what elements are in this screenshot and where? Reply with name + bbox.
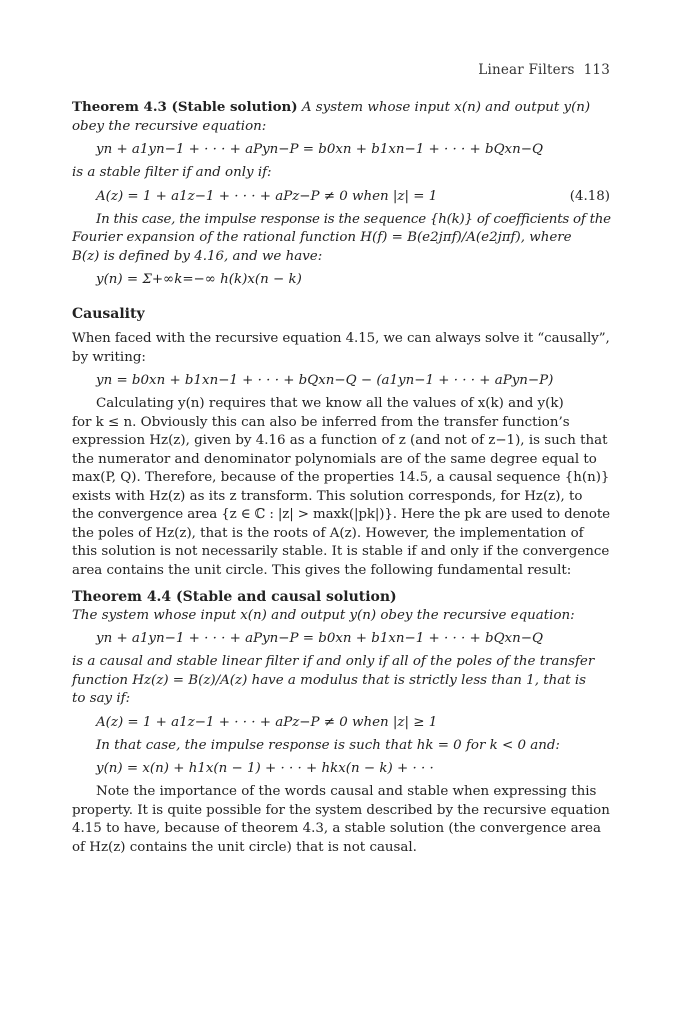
equation-number-4-18: (4.18)	[569, 188, 610, 204]
theorem-4-4-line-3: to say if:	[72, 691, 131, 706]
note-line-4: of Hz(z) contains the unit circle) that is not causal.	[72, 839, 417, 855]
note-line-2: property. It is quite possible for the system described by the recursive equation	[72, 802, 610, 818]
causality-p2-line-1: Calculating y(n) requires that we know all the values of x(k) and y(k)	[96, 396, 564, 411]
theorem-4-4	[72, 588, 610, 779]
theorem-4-4-line-2: function Hz(z) = B(z)/A(z) have a modulus that is strictly less than 1, that is	[72, 672, 586, 688]
theorem-4-4-intro: The system whose input x(n) and output y(n) obey the recursive equation:	[72, 607, 575, 623]
causality-p2-line-5: max(P, Q). Therefore, because of the properties 14.5, a causal sequence {h(n)}	[72, 470, 610, 485]
causality-p2-line-9: this solution is not necessarily stable. It is stable if and only if the convergence	[72, 544, 610, 559]
equation-4-18	[72, 187, 610, 207]
causality-p2-line-3: expression Hz(z), given by 4.16 as a function of z (and not of z−1), is such that	[72, 433, 608, 448]
causality-p2-line-2: for k ≤ n. Obviously this can also be inferred from the transfer function’s	[72, 414, 570, 430]
causality-p1-line-2: by writing:	[72, 349, 146, 365]
causality-p2-line-4: the numerator and denominator polynomials are of the same degree equal to	[72, 451, 597, 467]
running-header	[478, 62, 610, 78]
note-line-3: 4.15 to have, because of theorem 4.3, a stable solution (the convergence area	[72, 821, 601, 836]
theorem-4-4-output-equation: y(n) = x(n) + h1x(n − 1) + · · · + hkx(n − k) + · · ·	[96, 761, 434, 776]
causality-paragraph-2	[72, 395, 610, 580]
theorem-4-3-first-line	[72, 98, 610, 118]
page-content	[72, 98, 610, 857]
theorem-4-3-case-line-1: In this case, the impulse response is the sequence {h(k)} of coefficients of the	[96, 211, 611, 227]
theorem-4-3-case-line-2: Fourier expansion of the rational function H(f) = B(e2jπf)/A(e2jπf), where	[72, 230, 572, 245]
theorem-4-3-case-line-3: B(z) is defined by 4.16, and we have:	[72, 248, 323, 264]
causality-p2-line-10: area contains the unit circle. This gives the following fundamental result:	[72, 562, 572, 578]
theorem-4-4-line-1: is a causal and stable linear filter if and only if all of the poles of the transfer	[72, 654, 595, 669]
theorem-4-3-equation: yn + a1yn−1 + · · · + aPyn−P = b0xn + b1xn−1 + · · · + bQxn−Q	[96, 142, 543, 157]
note-line-1: Note the importance of the words causal and stable when expressing this	[96, 784, 597, 799]
causal-equation: yn = b0xn + b1xn−1 + · · · + bQxn−Q − (a1yn−1 + · · · + aPyn−P)	[96, 373, 554, 388]
chapter-title: Linear Filters	[478, 62, 575, 78]
theorem-4-3	[72, 98, 610, 290]
causality-p1-line-1: When faced with the recursive equation 4.15, we can always solve it “causally”,	[72, 331, 610, 346]
causality-paragraph-1	[72, 330, 610, 367]
theorem-4-4-condition-equation: A(z) = 1 + a1z−1 + · · · + aPz−P ≠ 0 when |z| ≥ 1	[96, 714, 438, 730]
theorem-4-3-title: Theorem 4.3 (Stable solution)	[72, 99, 298, 115]
theorem-4-4-case-line: In that case, the impulse response is such that hk = 0 for k < 0 and:	[96, 737, 560, 753]
section-heading-causality: Causality	[72, 306, 145, 322]
theorem-4-3-condition-text: is a stable filter if and only if:	[72, 165, 272, 180]
causality-p2-line-6: exists with Hz(z) as its z transform. This solution corresponds, for Hz(z), to	[72, 488, 583, 504]
theorem-4-3-intro: A system whose input x(n) and output y(n)	[301, 100, 591, 115]
equation-4-18-body: A(z) = 1 + a1z−1 + · · · + aPz−P ≠ 0 when |z| = 1	[96, 188, 438, 204]
page-number: 113	[583, 62, 610, 78]
causality-p2-line-7: the convergence area {z ∈ ℂ : |z| > maxk(|pk|)}. Here the pk are used to denote	[72, 507, 610, 522]
theorem-4-3-intro2: obey the recursive equation:	[72, 118, 267, 134]
note-paragraph	[72, 783, 610, 857]
theorem-4-3-output-equation: y(n) = Σ+∞k=−∞ h(k)x(n − k)	[96, 272, 302, 287]
causality-p2-line-8: the poles of Hz(z), that is the roots of A(z). However, the implementation of	[72, 525, 584, 541]
theorem-4-4-equation: yn + a1yn−1 + · · · + aPyn−P = b0xn + b1xn−1 + · · · + bQxn−Q	[96, 631, 543, 646]
theorem-4-4-title: Theorem 4.4 (Stable and causal solution)	[72, 589, 397, 605]
